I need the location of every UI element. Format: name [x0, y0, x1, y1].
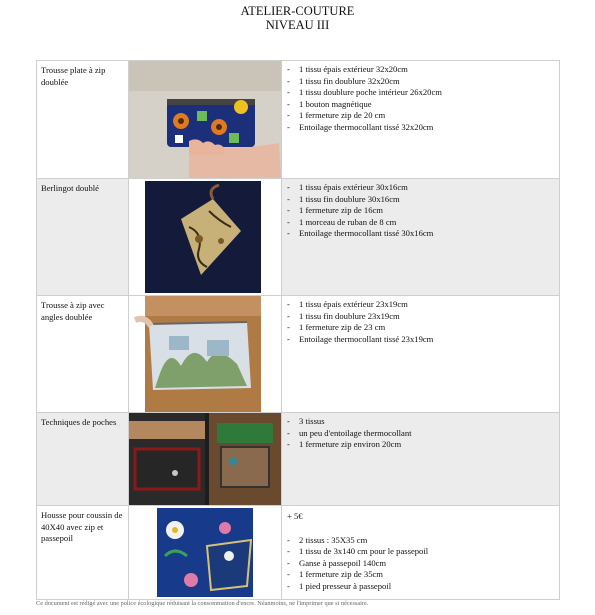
footer-note: Ce document est rédigé avec une police écologique réduisant la consommation d'encre. Néanmoins, ne l'imprimer que si nécessaire.	[36, 600, 369, 607]
cushion-cover-photo	[129, 506, 282, 600]
material-item: - 1 tissu fin doublure 23x19cm	[287, 311, 556, 323]
material-item: - 1 tissu fin doublure 32x20cm	[287, 76, 556, 88]
project-name: Berlingot doublé	[37, 179, 129, 296]
project-name: Trousse à zip avec angles doublée	[37, 296, 129, 413]
boxed-corner-pouch-photo	[129, 296, 282, 413]
material-item: - 1 tissu épais extérieur 32x20cm	[287, 64, 556, 76]
material-item: - 1 fermeture zip de 23 cm	[287, 322, 556, 334]
material-item: - Ganse à passepoil 140cm	[287, 558, 556, 570]
project-name: Techniques de poches	[37, 413, 129, 506]
material-item: - 2 tissus : 35X35 cm	[287, 535, 556, 547]
material-item: - 1 fermeture zip environ 20cm	[287, 439, 556, 451]
material-item: - 3 tissus	[287, 416, 556, 428]
materials-list	[287, 416, 556, 451]
pocket-techniques-photo	[129, 413, 282, 506]
material-item: - 1 morceau de ruban de 8 cm	[287, 217, 556, 229]
material-item: - un peu d'entoilage thermocollant	[287, 428, 556, 440]
material-item: - 1 fermeture zip de 35cm	[287, 569, 556, 581]
material-item: - 1 pied presseur à passepoil	[287, 581, 556, 593]
material-item: - 1 fermeture zip de 20 cm	[287, 110, 556, 122]
material-item: - 1 bouton magnétique	[287, 99, 556, 111]
berlingot-pouch-photo	[129, 179, 282, 296]
title-line-2: NIVEAU III	[265, 18, 330, 32]
material-item: - Entoilage thermocollant tissé 23x19cm	[287, 334, 556, 346]
table-row	[37, 296, 560, 413]
material-item: - 1 tissu de 3x140 cm pour le passepoil	[287, 546, 556, 558]
materials-list	[287, 64, 556, 134]
materials-list	[287, 182, 556, 240]
material-item: - Entoilage thermocollant tissé 30x16cm	[287, 228, 556, 240]
title-line-1: ATELIER-COUTURE	[240, 4, 355, 18]
table-row	[37, 179, 560, 296]
material-item: - 1 tissu épais extérieur 23x19cm	[287, 299, 556, 311]
materials-list	[287, 299, 556, 345]
flat-zip-pouch-photo	[129, 61, 282, 179]
material-item: - Entoilage thermocollant tissé 32x20cm	[287, 122, 556, 134]
projects-table	[36, 60, 560, 600]
material-item: - 1 tissu doublure poche intérieur 26x20cm	[287, 87, 556, 99]
table-row	[37, 506, 560, 600]
table-row	[37, 413, 560, 506]
material-item: - 1 fermeture zip de 16cm	[287, 205, 556, 217]
table-row	[37, 61, 560, 179]
material-item: - 1 tissu épais extérieur 30x16cm	[287, 182, 556, 194]
project-name: Trousse plate à zip doublée	[37, 61, 129, 179]
materials-list	[287, 535, 556, 593]
page-title	[0, 4, 595, 32]
material-item: - 1 tissu fin doublure 30x16cm	[287, 194, 556, 206]
project-name: Housse pour coussin de 40X40 avec zip et passepoil	[37, 506, 129, 600]
extra-price: + 5€	[287, 511, 303, 521]
